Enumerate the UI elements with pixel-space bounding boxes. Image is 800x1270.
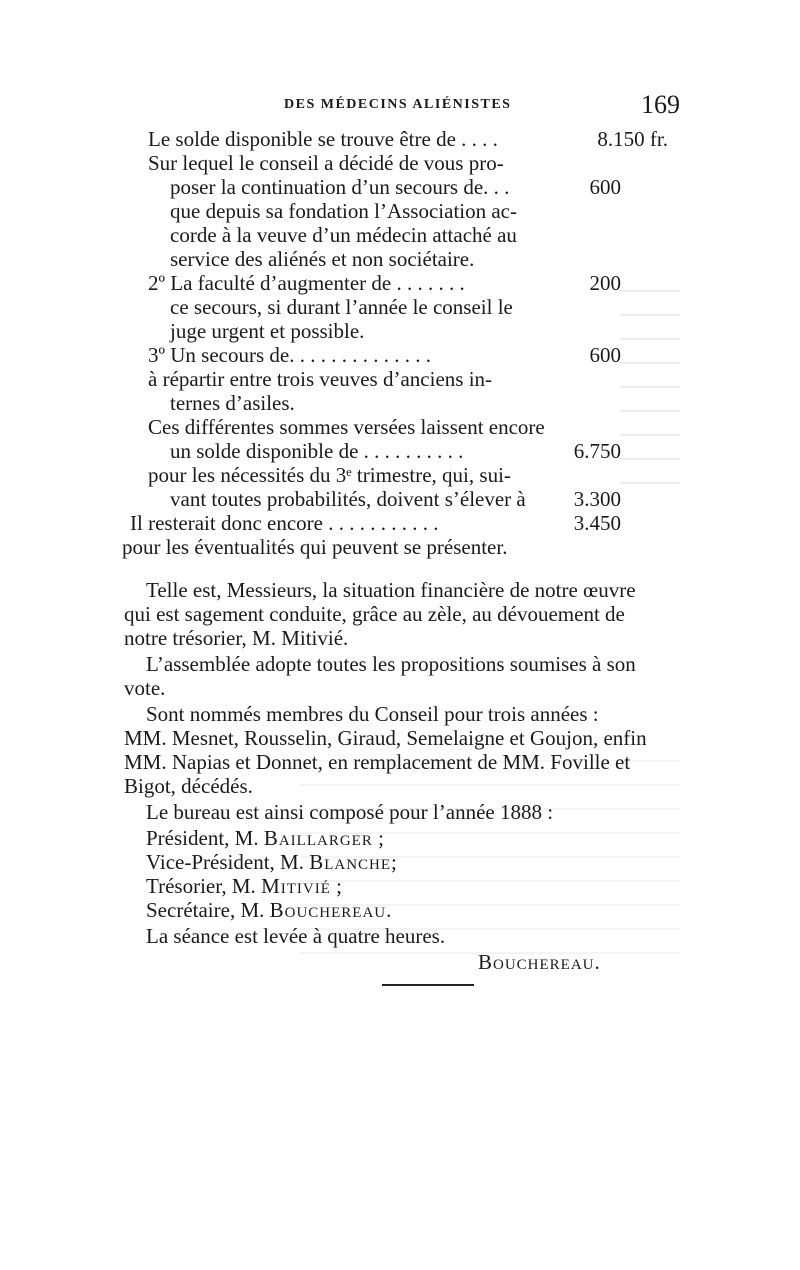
finance-line: 2º La faculté d’augmenter de . . . . . . . <box>148 271 465 295</box>
officer-role: Président, M. <box>146 826 264 850</box>
paragraph-line: Sont nommés membres du Conseil pour trois années : <box>146 702 599 726</box>
officer-punct: ; <box>391 850 397 874</box>
paragraph-line: vote. <box>124 676 166 700</box>
paragraph-line: notre trésorier, M. Mitivié. <box>124 626 349 650</box>
finance-line: Le solde disponible se trouve être de . . . . <box>148 127 498 151</box>
officer-line <box>146 898 391 922</box>
paragraph-line: Bigot, décédés. <box>124 774 253 798</box>
finance-line: ternes d’asiles. <box>170 391 295 415</box>
officer-punct: . <box>386 898 392 922</box>
finance-line: vant toutes probabilités, doivent s’élever à <box>170 487 526 511</box>
officer-line <box>146 874 342 898</box>
paragraph-line: MM. Mesnet, Rousselin, Giraud, Semelaigne et Goujon, enfin <box>124 726 647 750</box>
paragraph-line: Telle est, Messieurs, la situation financière de notre œuvre <box>146 578 636 602</box>
officer-line <box>146 826 384 850</box>
finance-amount: 6.750 <box>573 439 621 463</box>
finance-line: corde à la veuve d’un médecin attaché au <box>170 223 517 247</box>
officer-name: Blanche <box>309 850 392 874</box>
page-number: 169 <box>641 90 680 119</box>
finance-amount: 3.450 <box>573 511 621 535</box>
officer-punct: ; <box>330 874 342 898</box>
bleed-through-texture <box>620 290 680 530</box>
finance-amount: 8.150 fr. <box>597 127 668 151</box>
finance-line: Il resterait donc encore . . . . . . . . . . . <box>130 511 439 535</box>
finance-line: Ces différentes sommes versées laissent encore <box>148 415 545 439</box>
officer-name: Bouchereau <box>269 898 387 922</box>
finance-line: service des aliénés et non sociétaire. <box>170 247 475 271</box>
finance-amount: 3.300 <box>573 487 621 511</box>
end-rule <box>382 984 474 986</box>
finance-line: pour les éventualités qui peuvent se présenter. <box>122 535 508 559</box>
finance-line: juge urgent et possible. <box>170 319 365 343</box>
officer-role: Secrétaire, M. <box>146 898 270 922</box>
officer-name: Baillarger <box>263 826 373 850</box>
running-header: DES MÉDECINS ALIÉNISTES <box>284 97 512 112</box>
paragraph-line: qui est sagement conduite, grâce au zèle, au dévouement de <box>124 602 625 626</box>
officer-punct: ; <box>372 826 384 850</box>
finance-amount: 600 <box>589 175 621 199</box>
officer-role: Vice-Président, M. <box>146 850 310 874</box>
officer-name: Mitivié <box>261 874 331 898</box>
finance-amount: 600 <box>589 343 621 367</box>
officer-line <box>146 850 397 874</box>
finance-line: ce secours, si durant l’année le conseil le <box>170 295 513 319</box>
finance-line: un solde disponible de . . . . . . . . . . <box>170 439 464 463</box>
officer-role: Trésorier, M. <box>146 874 262 898</box>
finance-line: à répartir entre trois veuves d’anciens in- <box>148 367 493 391</box>
finance-line: 3º Un secours de. . . . . . . . . . . . . . <box>148 343 431 367</box>
paragraph-line: L’assemblée adopte toutes les propositions soumises à son <box>146 652 636 676</box>
paragraph-line: Le bureau est ainsi composé pour l’année 1888 : <box>146 800 554 824</box>
paragraph-line: MM. Napias et Donnet, en remplacement de MM. Foville et <box>124 750 631 774</box>
closing-line: La séance est levée à quatre heures. <box>146 924 446 948</box>
finance-line: pour les nécessités du 3ᵉ trimestre, qui, sui- <box>148 463 511 487</box>
finance-amount: 200 <box>589 271 621 295</box>
finance-line: poser la continuation d’un secours de. . . <box>170 175 510 199</box>
signature: Bouchereau. <box>478 950 601 974</box>
finance-line: Sur lequel le conseil a décidé de vous pro- <box>148 151 504 175</box>
finance-line: que depuis sa fondation l’Association ac- <box>170 199 517 223</box>
